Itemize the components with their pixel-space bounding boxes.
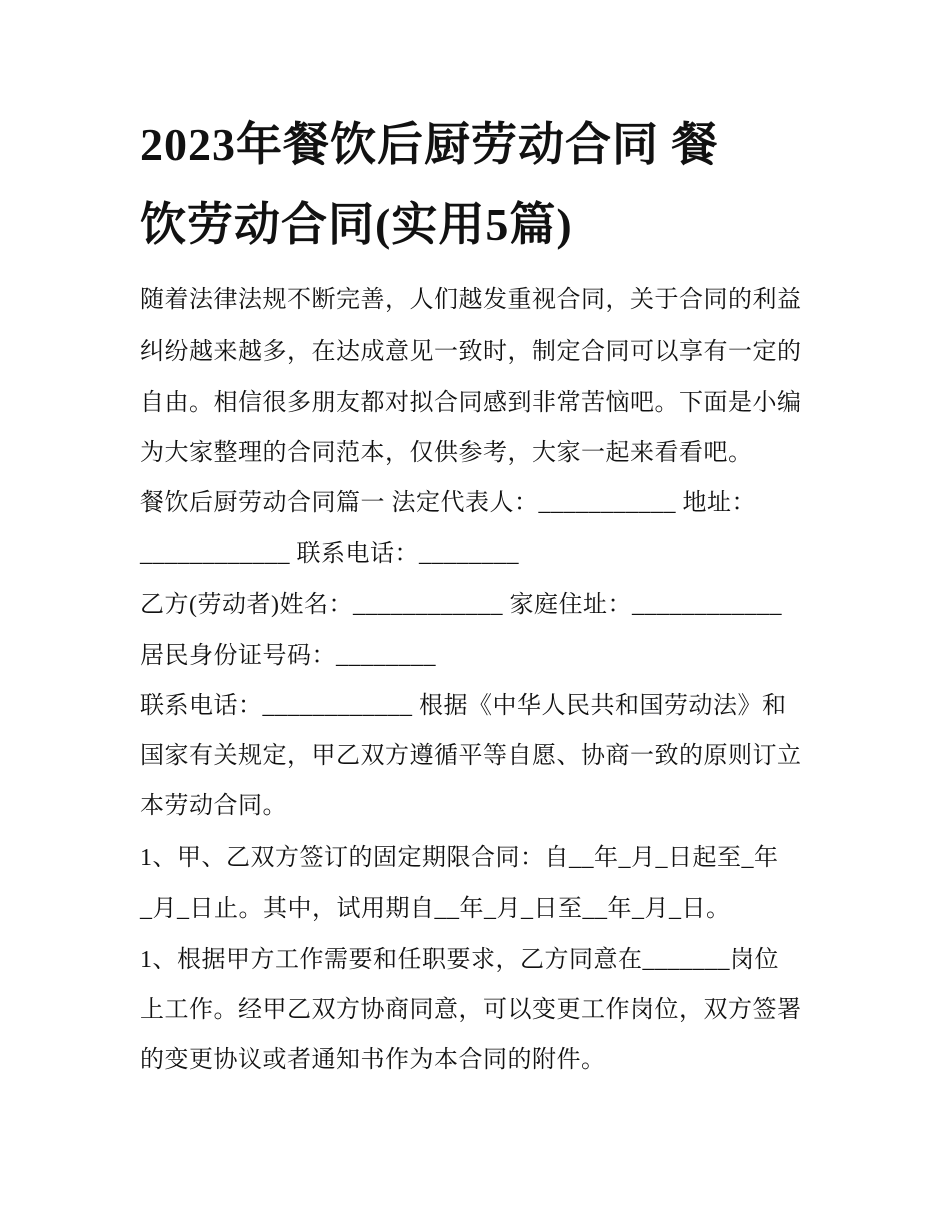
body-line: 1、根据甲方工作需要和任职要求，乙方同意在_______岗位	[140, 947, 779, 973]
body-line: 乙方(劳动者)姓名：____________ 家庭住址：____________	[140, 592, 782, 618]
body-line: ____________ 联系电话：________	[140, 541, 519, 567]
body-line: _月_日止。其中，试用期自__年_月_日至__年_月_日。	[140, 896, 731, 922]
body-line: 餐饮后厨劳动合同篇一 法定代表人：___________ 地址：	[140, 490, 756, 516]
document-title-line-1: 2023年餐饮后厨劳动合同 餐	[140, 119, 719, 170]
body-line: 国家有关规定，甲乙双方遵循平等自愿、协商一致的原则订立	[140, 743, 802, 769]
body-line: 为大家整理的合同范本，仅供参考，大家一起来看看吧。	[140, 440, 753, 466]
body-line: 联系电话：____________ 根据《中华人民共和国劳动法》和	[140, 693, 787, 719]
body-line: 1、甲、乙双方签订的固定期限合同：自__年_月_日起至_年	[140, 845, 779, 871]
body-line: 纠纷越来越多，在达成意见一致时，制定合同可以享有一定的	[140, 339, 802, 365]
body-line: 自由。相信很多朋友都对拟合同感到非常苦恼吧。下面是小编	[140, 390, 802, 416]
body-line: 上工作。经甲乙双方协商同意，可以变更工作岗位，双方签署	[140, 997, 802, 1023]
body-line: 本劳动合同。	[140, 793, 287, 819]
body-line: 的变更协议或者通知书作为本合同的附件。	[140, 1047, 606, 1073]
body-line: 随着法律法规不断完善，人们越发重视合同，关于合同的利益	[140, 287, 802, 313]
body-line: 居民身份证号码：________	[140, 643, 436, 669]
document-title-line-2: 饮劳动合同(实用5篇)	[140, 199, 573, 250]
